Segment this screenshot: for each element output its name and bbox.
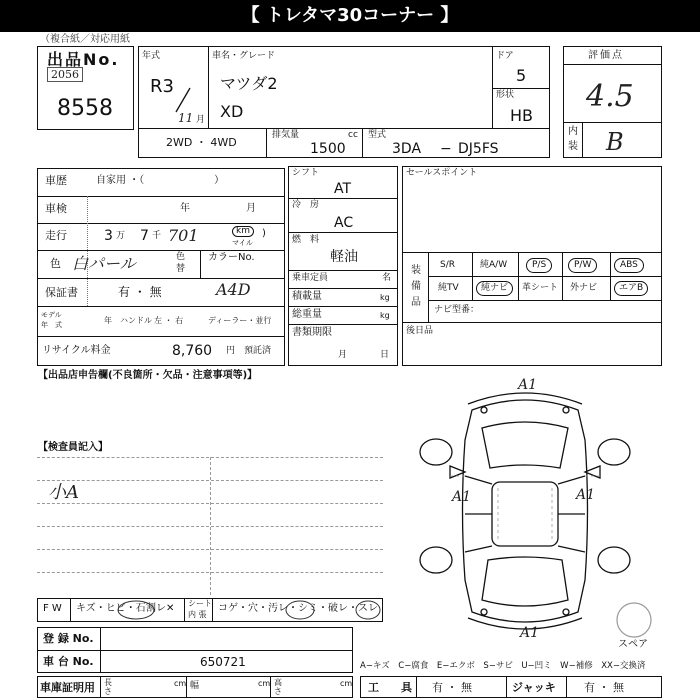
spare-tire-icon	[614, 600, 654, 640]
warranty-value: 有 ・ 無	[118, 285, 162, 299]
history-label: 車歴	[45, 174, 67, 187]
shift-value: AT	[334, 181, 352, 197]
damage-mark-front: A1	[518, 377, 538, 393]
equipment-label-3: 品	[411, 297, 421, 308]
damage-mark-left: A1	[452, 489, 472, 505]
weight-unit: kg	[380, 311, 390, 320]
mileage-handwritten: 701	[168, 226, 199, 245]
inspection-month: 月	[246, 203, 256, 214]
mileage-label: 走行	[45, 229, 67, 242]
color-number: A4D	[216, 280, 251, 299]
dealer-label: ディーラー・並行	[208, 316, 272, 325]
drive-type: 2WD ・ 4WD	[166, 136, 237, 149]
mileage-man-unit: 万	[116, 231, 126, 241]
year-month-unit: 月	[196, 115, 206, 125]
model-year-label-2: 年 式	[41, 321, 62, 329]
navi-model-label: ナビ型番：	[434, 305, 480, 315]
equipment-label-1: 装	[411, 265, 421, 276]
recycle-unit: 円	[226, 346, 236, 356]
weight-label: 総重量	[292, 309, 322, 320]
shape-label: 形状	[496, 90, 515, 100]
fw-label: F W	[43, 603, 62, 614]
damage-mark-rear: A1	[520, 625, 540, 641]
chassis-label: 車 台 No.	[43, 655, 94, 668]
docs-month: 月	[338, 350, 348, 360]
registration-label: 登 録 No.	[43, 632, 94, 645]
year-slash	[168, 86, 208, 116]
seller-declaration-title: 【出品店申告欄(不良箇所・欠品・注意事項等)】	[38, 370, 258, 381]
interior-label-1: 内	[568, 126, 578, 137]
interior-score: B	[606, 128, 624, 156]
length-label: 長さ	[104, 678, 112, 696]
mileage-km: km	[232, 226, 254, 237]
inspector-note: 小A	[48, 482, 79, 503]
header-title: 【 トレタマ30コーナー 】	[0, 0, 700, 32]
lot-number-label: 出品No.	[47, 50, 120, 69]
inspector-title: 【検査員記入】	[38, 442, 108, 453]
color-change-2: 替	[176, 264, 186, 274]
equip-leather-seat: 革シート	[522, 283, 559, 293]
equip-power-steering: P/S	[526, 258, 552, 273]
recycle-status: 預託済	[244, 346, 272, 356]
score-label: 評価点	[588, 50, 624, 61]
spare-label: スペア	[618, 639, 648, 650]
door-count: 5	[516, 66, 527, 85]
damage-mark-right: A1	[576, 487, 596, 503]
jack-label: ジャッキ	[512, 681, 556, 694]
car-damage-diagram	[410, 377, 640, 640]
model-prefix: 3DA	[392, 141, 422, 157]
length-unit: cm	[174, 679, 187, 688]
garage-cert-label: 車庫証明用	[40, 681, 95, 694]
width-label: 幅	[190, 681, 200, 691]
displacement-unit: cc	[348, 130, 358, 140]
capacity-unit: 名	[382, 273, 392, 283]
mileage-sen-unit: 千	[152, 231, 162, 241]
model-year-unit: 年	[104, 316, 112, 325]
fw-item-1: キズ・ヒビ・石	[76, 603, 146, 614]
interior-label-2: 装	[568, 141, 578, 152]
tools-label: 工 具	[368, 681, 412, 694]
width-unit: cm	[258, 679, 271, 688]
fw-handwritten-circle	[112, 598, 175, 622]
sales-point-label: セールスポイント	[406, 168, 478, 178]
door-label: ドア	[496, 51, 514, 61]
equip-sunroof: S/R	[440, 260, 455, 270]
mileage-mile: マイル	[232, 239, 253, 247]
handle-label: ハンドル	[120, 316, 152, 325]
year-era: R3	[150, 76, 174, 97]
history-value: 自家用 ・（ ）	[96, 175, 225, 186]
tools-value: 有 ・ 無	[432, 681, 472, 694]
score-value: 4.5	[586, 79, 634, 114]
equip-alloy-wheel: 純A/W	[480, 260, 508, 270]
car-grade: XD	[220, 102, 244, 121]
recycle-amount: 8,760	[172, 343, 213, 359]
model-dash: −	[440, 141, 452, 157]
model-code: DJ5FS	[458, 141, 499, 157]
fw-handwritten-circles	[230, 598, 390, 622]
car-name: マツダ2	[220, 74, 278, 93]
fw-item-2: 割レ✕	[146, 603, 175, 614]
year-month: 11	[178, 111, 194, 125]
warranty-label: 保証書	[45, 286, 78, 299]
height-unit: cm	[340, 679, 353, 688]
car-name-label: 車名・グレード	[212, 51, 276, 61]
mileage-sen: 7	[140, 228, 149, 244]
fw-item-3b: 内 張	[188, 610, 207, 619]
chassis-number: 650721	[200, 655, 246, 669]
mileage-man: 3	[104, 228, 113, 244]
color-change-1: 色	[176, 252, 186, 262]
later-date-label: 後日品	[406, 326, 434, 336]
aircon-label: 冷 房	[292, 200, 320, 210]
equip-aftermarket-navi: 外ナビ	[570, 283, 598, 293]
equip-tv: 純TV	[438, 283, 459, 293]
fw-item-3a: シート	[188, 599, 212, 608]
color-label: 色	[50, 257, 61, 270]
docs-day: 日	[380, 350, 390, 360]
handle-value: 左 ・ 右	[154, 316, 184, 325]
aircon-value: AC	[334, 215, 354, 231]
color-handwritten: 白パール	[72, 254, 136, 273]
docs-label: 書類期限	[292, 327, 332, 338]
displacement-label: 排気量	[272, 130, 300, 140]
inspection-label: 車検	[45, 202, 67, 215]
model-year-label-1: モデル	[41, 311, 62, 319]
equip-navi: 純ナビ	[476, 281, 513, 296]
lot-small-number: 2056	[47, 67, 83, 82]
equip-abs: ABS	[614, 258, 644, 273]
lot-number: 8558	[57, 96, 113, 121]
fw-item-4: コゲ・穴・汚レ・シミ・破レ・スレ	[218, 603, 378, 614]
equipment-label-2: 備	[411, 281, 421, 292]
year-label: 年式	[142, 51, 161, 61]
fuel-label: 燃 料	[292, 235, 320, 245]
model-label: 型式	[368, 130, 387, 140]
jack-value: 有 ・ 無	[584, 681, 624, 694]
recycle-label: リサイクル料金	[42, 345, 111, 356]
shift-label: シフト	[292, 168, 320, 178]
displacement: 1500	[310, 141, 346, 157]
equip-airbag: エアB	[614, 281, 648, 296]
body-shape: HB	[510, 106, 534, 125]
height-label: 高さ	[274, 678, 282, 696]
color-no-label: カラーNo.	[208, 252, 255, 263]
fuel-value: 軽油	[330, 249, 358, 265]
damage-legend: A−キズ C−腐食 E−エクボ S−サビ U−凹ミ W−補修 XX−交換済	[360, 661, 646, 671]
load-unit: kg	[380, 293, 390, 302]
top-note: （複合紙／対応用紙	[40, 34, 130, 45]
capacity-label: 乗車定員	[292, 273, 329, 283]
mileage-paren: )	[262, 228, 266, 239]
equip-power-window: P/W	[568, 258, 597, 273]
inspection-year: 年	[180, 203, 190, 214]
load-label: 積載量	[292, 291, 322, 302]
